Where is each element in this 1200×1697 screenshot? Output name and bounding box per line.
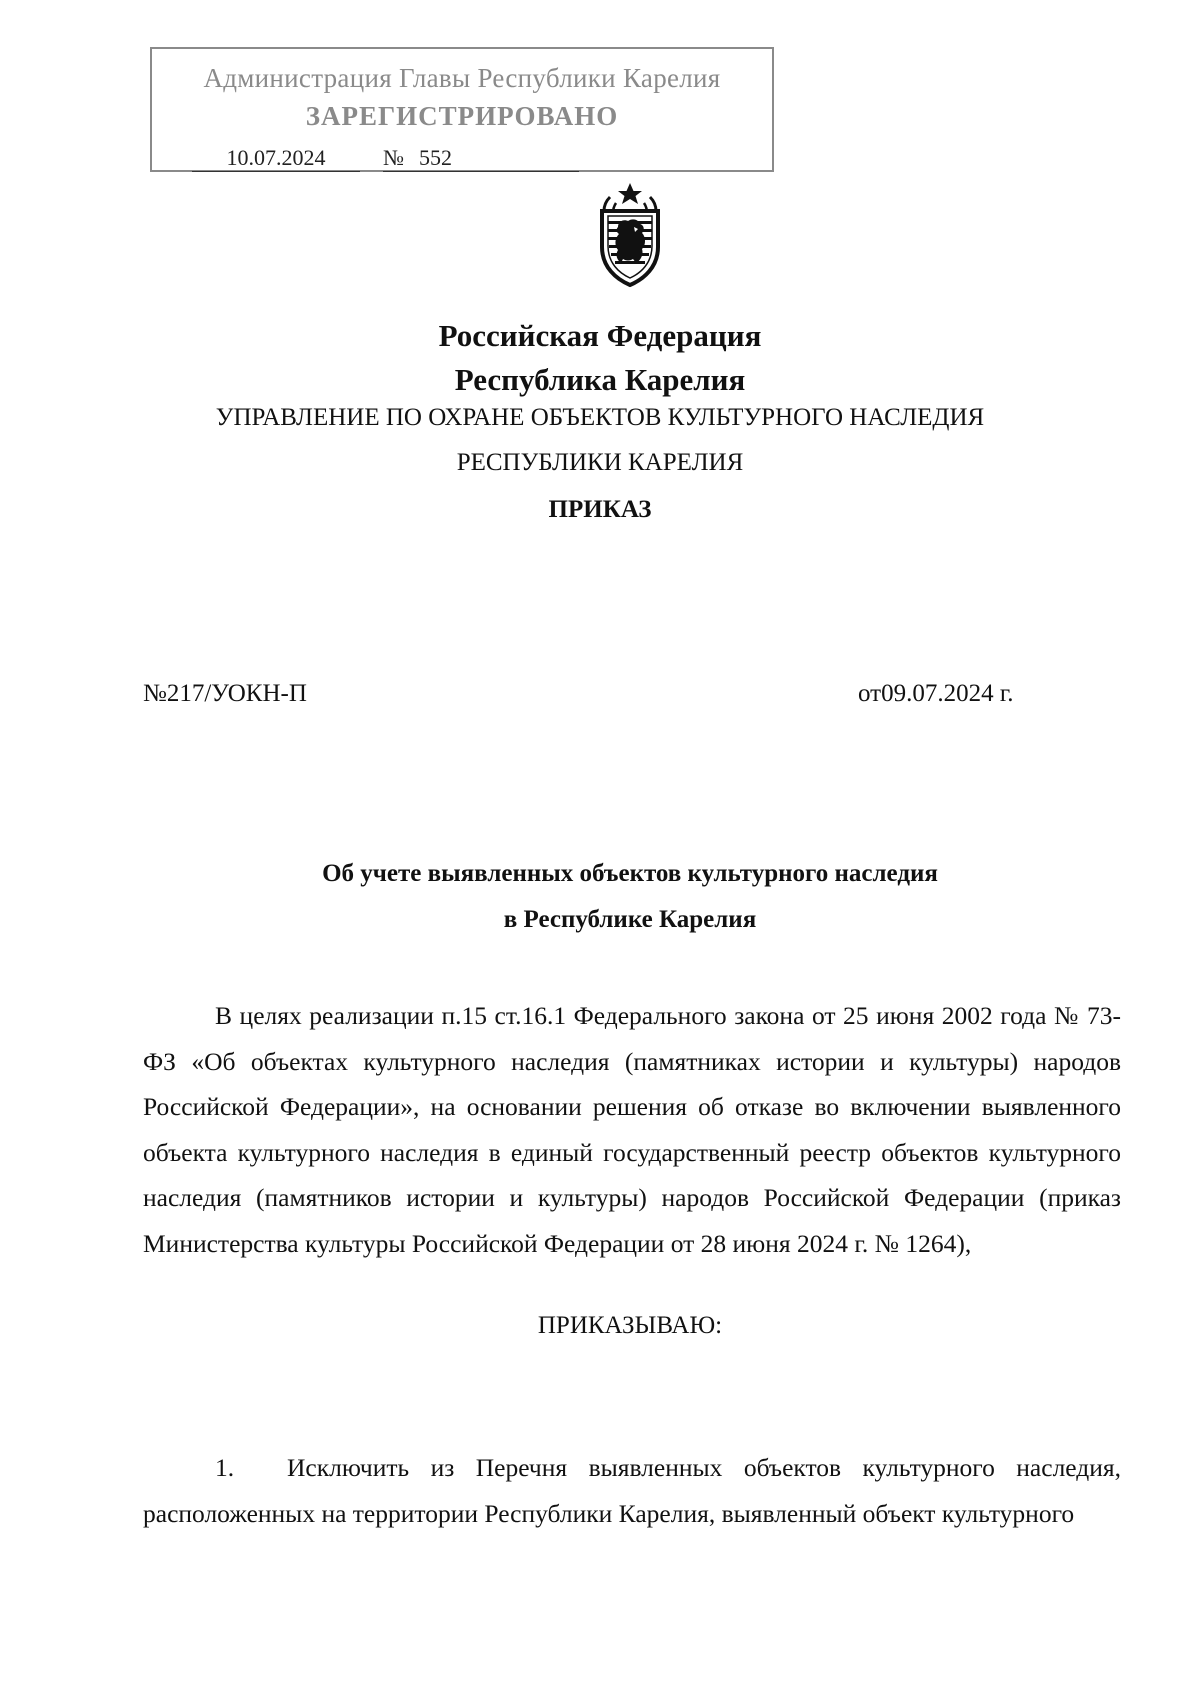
stamp-number-label: № — [383, 145, 409, 172]
stamp-authority: Администрация Главы Республики Карелия — [203, 63, 721, 93]
decree-word: ПРИКАЗЫВАЮ: — [537, 1312, 723, 1339]
order-date: от09.07.2024 г. — [858, 680, 1014, 707]
header-republic: Республика Карелия — [454, 362, 746, 397]
stamp-status: ЗАРЕГИСТРИРОВАНО — [305, 101, 619, 131]
registration-stamp — [150, 47, 774, 172]
item-text: Исключить из Перечня выявленных объектов культурного наследия, расположенных на территории Республики Карелия, выявленный объект культурного — [143, 1453, 1121, 1528]
stamp-number: 552 — [409, 145, 579, 172]
coat-of-arms-icon — [588, 183, 672, 289]
preamble-paragraph: В целях реализации п.15 ст.16.1 Федерального закона от 25 июня 2002 года № 73-ФЗ «Об объектах культурного наследия (памятниках истории и культуры) народов Российской Федерации», на основании решения об отказе во включении выявленного объекта культурного наследия в единый государственный реестр объектов культурного наследия (памятников истории и культуры) народов Российской Федерации (приказ Министерства культуры Российской Федерации от 28 июня 2024 г. № 1264), — [143, 1001, 1121, 1258]
stamp-date: 10.07.2024 — [192, 145, 360, 172]
subject-line1: Об учете выявленных объектов культурного наследия — [322, 860, 938, 887]
header-organization-line1: УПРАВЛЕНИЕ ПО ОХРАНЕ ОБЪЕКТОВ КУЛЬТУРНОГО НАСЛЕДИЯ — [215, 404, 985, 431]
order-number: №217/УОКН-П — [143, 680, 307, 707]
list-item: 1. Исключить из Перечня выявленных объектов культурного наследия, расположенных на территории Республики Карелия, выявленный объект культурного — [143, 1453, 1121, 1528]
header-organization-line2: РЕСПУБЛИКИ КАРЕЛИЯ — [456, 449, 744, 476]
subject-line2: в Республике Карелия — [503, 906, 757, 933]
document-type: ПРИКАЗ — [548, 496, 652, 523]
header-federation: Российская Федерация — [438, 318, 762, 353]
